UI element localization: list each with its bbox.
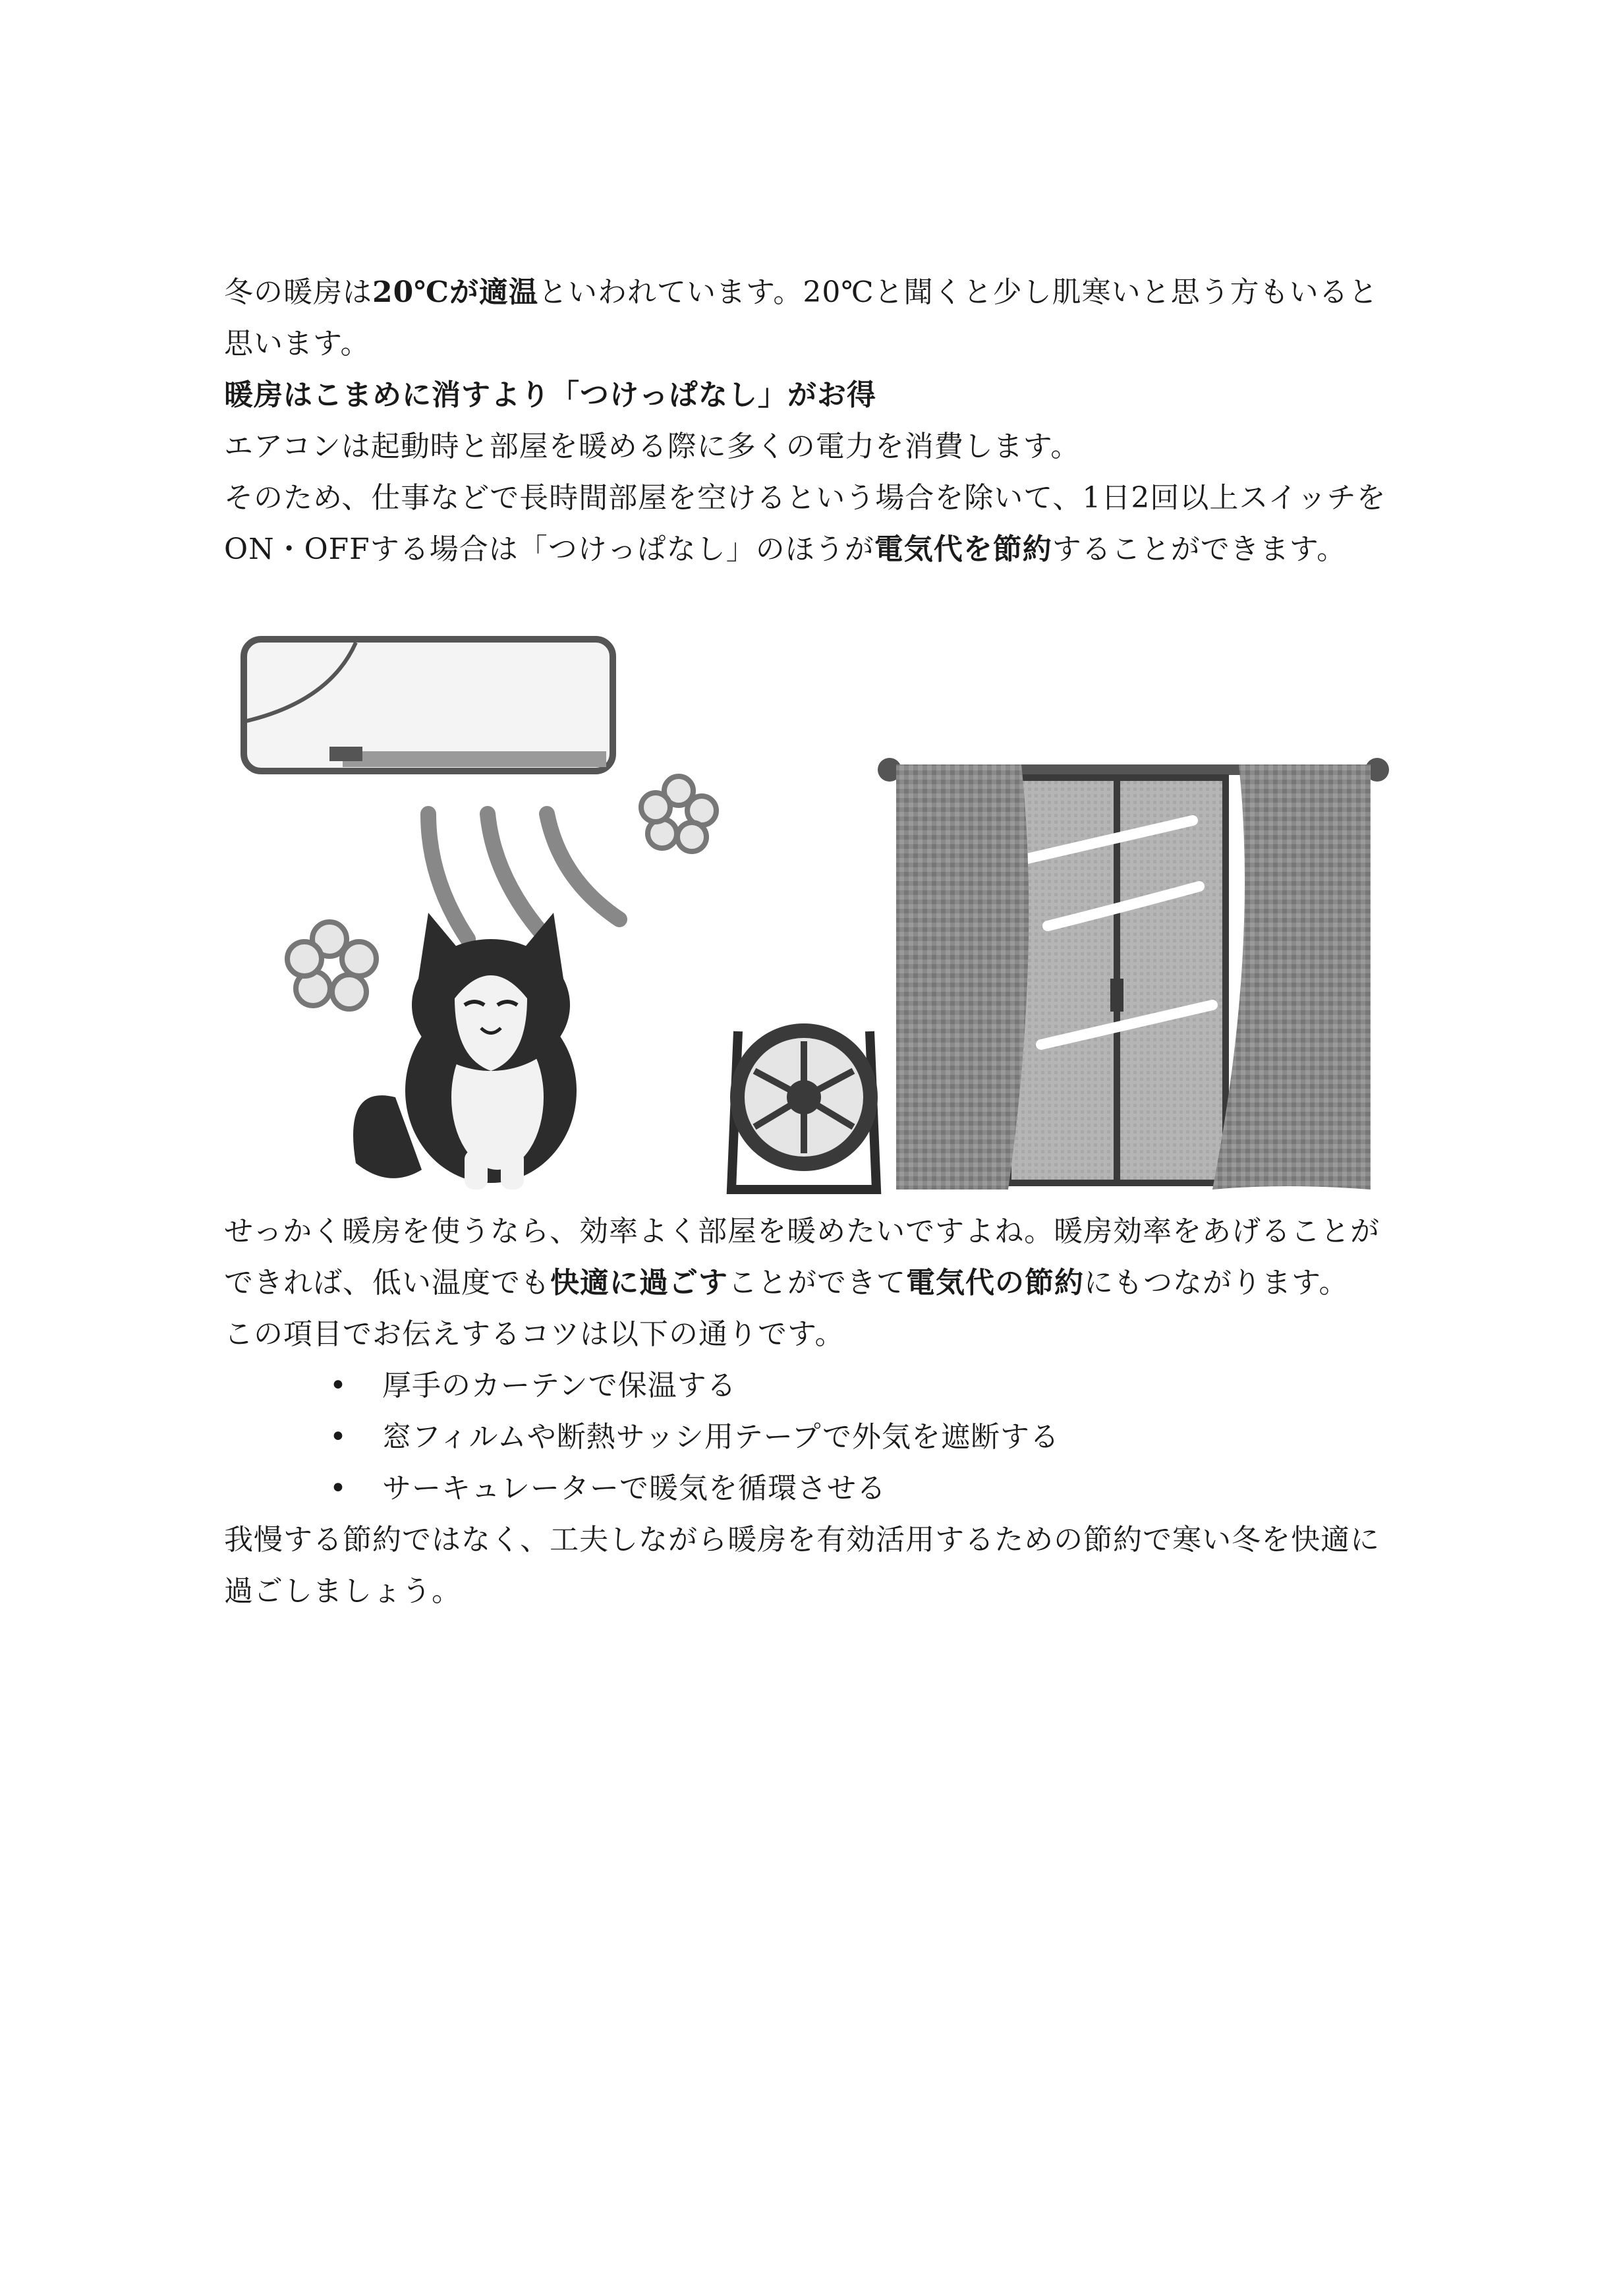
text-span: 冬の暖房は	[224, 275, 372, 309]
paragraph-keep-on	[224, 473, 1397, 575]
curtain-window-icon	[878, 758, 1389, 1190]
intro-section	[224, 267, 1397, 575]
paragraph-efficiency	[224, 1206, 1397, 1309]
paragraph-tips-intro: この項目でお伝えするコツは以下の通りです。	[224, 1317, 845, 1351]
warm-air-icon	[428, 814, 619, 939]
emphasis-electricity-saving: 電気代の節約	[906, 1266, 1084, 1300]
text-span: ことができて	[728, 1266, 906, 1300]
text-span: することができます。	[1052, 532, 1347, 566]
emphasis-save-electricity: 電気代を節約	[874, 532, 1052, 566]
paragraph-closing: 我慢する節約ではなく、工夫しながら暖房を有効活用するための節約で寒い冬を快適に過ごしましょう。	[224, 1523, 1380, 1608]
circulator-fan-icon	[730, 1023, 878, 1190]
section-heading: 暖房はこまめに消すより「つけっぱなし」がお得	[224, 378, 876, 412]
cat-icon	[353, 913, 577, 1190]
tips-list	[224, 1360, 1397, 1514]
paragraph-temperature	[224, 267, 1397, 370]
emphasis-comfort: 快適に過ごす	[550, 1266, 728, 1300]
list-item: • 窓フィルムや断熱サッシ用テープで外気を遮断する	[329, 1412, 1397, 1463]
air-conditioner-icon	[244, 639, 613, 771]
heating-illustration	[231, 623, 1390, 1196]
emphasis-temperature: 20℃が適温	[372, 275, 538, 309]
text-span: せっかく暖房を使うなら、効率よく部屋を暖めたいですよね。暖房効率をあげることができれば、低い温度でも	[224, 1215, 1380, 1300]
text-span: にもつながります。	[1084, 1266, 1349, 1300]
list-item: • 厚手のカーテンで保温する	[329, 1360, 1397, 1412]
paragraph-power: エアコンは起動時と部屋を暖める際に多くの電力を消費します。	[224, 430, 1081, 463]
text-span: そのため、仕事などで長時間部屋を空けるという場合を除いて、1日2回以上スイッチをON・OFFする場合は「つけっぱなし」のほうが	[224, 481, 1386, 566]
text-span: といわれています。20℃と聞くと少し肌寒いと思う方もいると思います。	[224, 275, 1378, 360]
list-item: • サーキュレーターで暖気を循環させる	[329, 1463, 1397, 1514]
tips-section	[224, 1206, 1397, 1617]
